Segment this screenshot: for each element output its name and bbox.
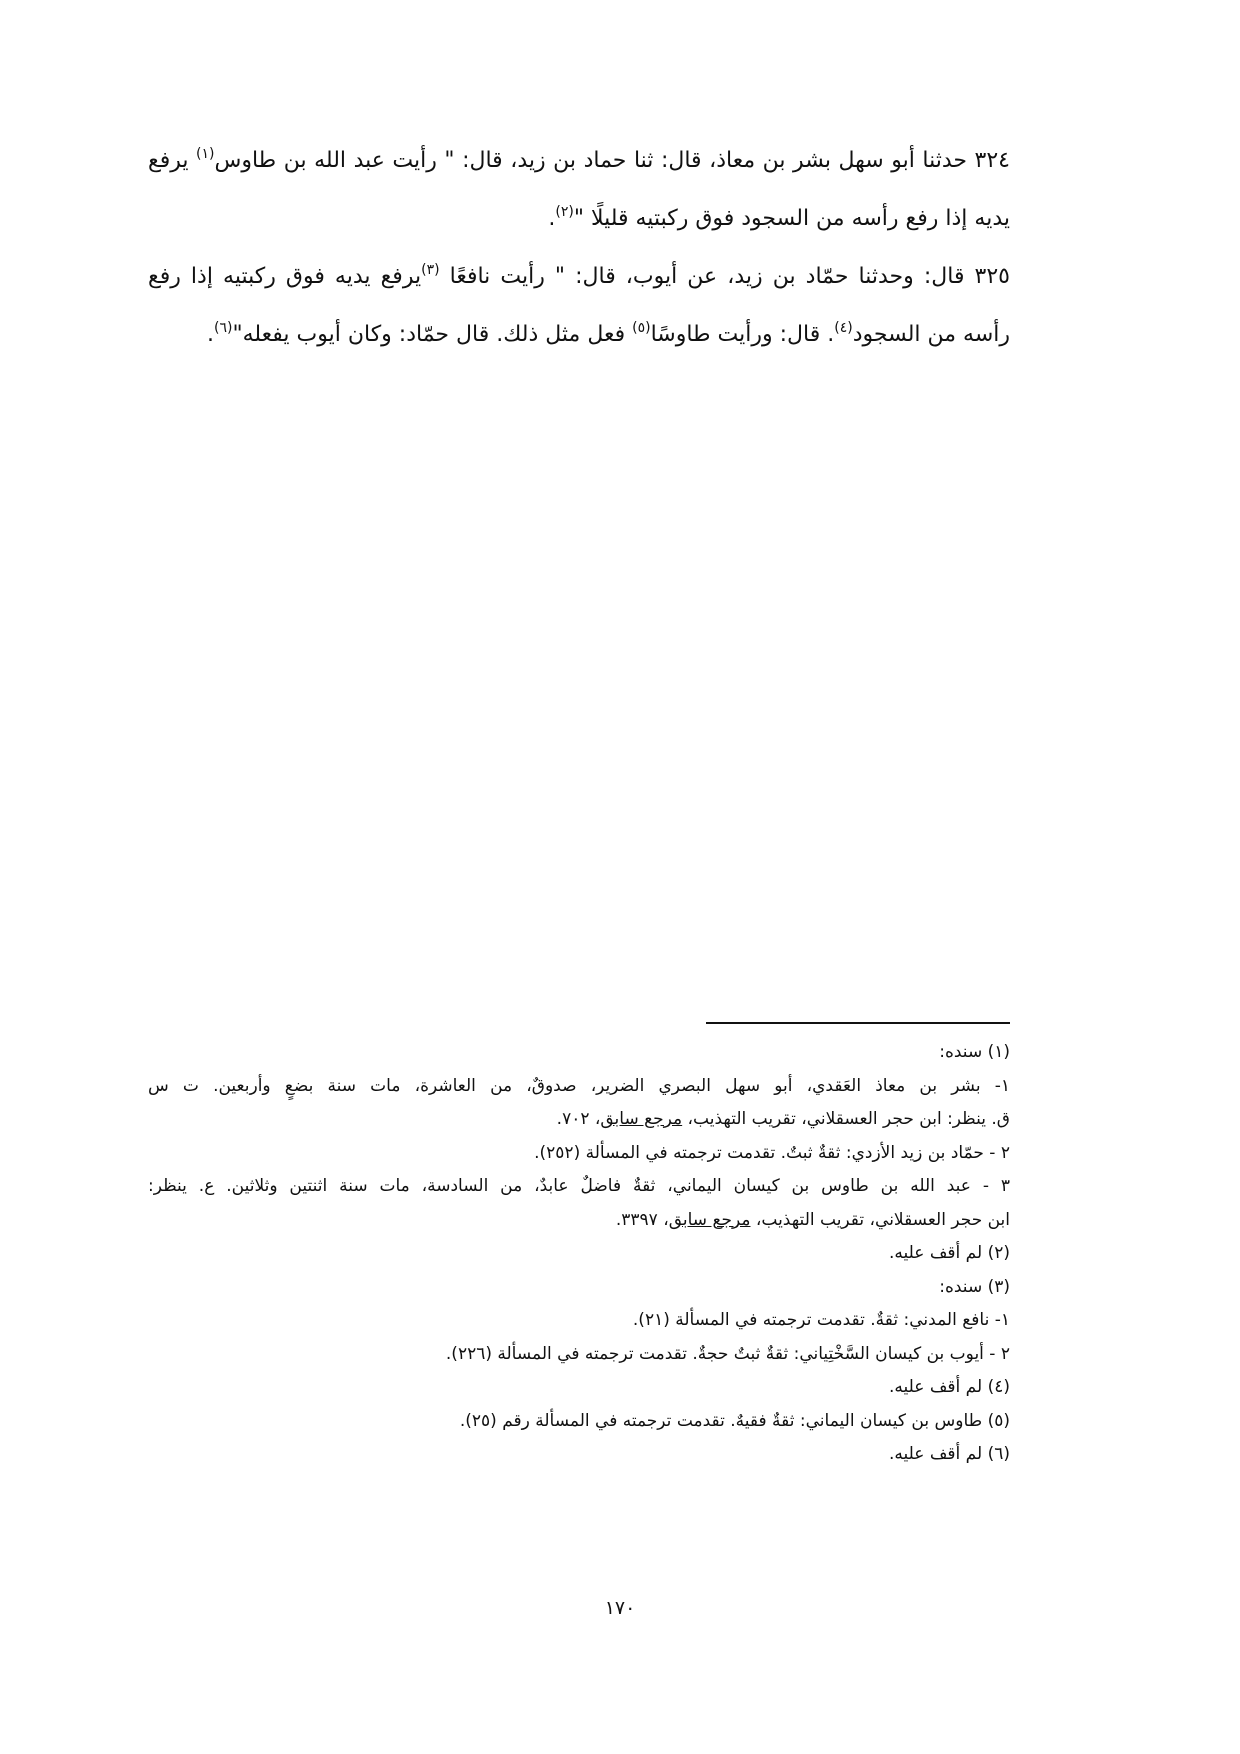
footnote-1-item-3-ref: [148, 1204, 1010, 1238]
paragraph-325-text-e: .: [207, 322, 215, 347]
footnote-ref-4[interactable]: (٤): [834, 320, 853, 336]
paragraph-324-text-c: .: [548, 206, 556, 231]
footnote-5: (٥) طاوس بن كيسان اليماني: ثقةٌ فقيهٌ. تقدمت ترجمته في المسألة رقم (٢٥).: [459, 1410, 1010, 1431]
footnotes-section: [148, 1036, 1010, 1472]
paragraph-325: [148, 248, 1010, 364]
footnote-1-item-1-ref-text: ق. ينظر: ابن حجر العسقلاني، تقريب التهذيب،: [682, 1109, 1010, 1129]
footnote-3-item-1: ١- نافع المدني: ثقةٌ. تقدمت ترجمته في المسألة (٢١).: [632, 1310, 1010, 1330]
footnote-1-item-2: ٢ - حمّاد بن زيد الأزدي: ثقةٌ ثبتٌ. تقدمت ترجمته في المسألة (٢٥٢).: [534, 1142, 1010, 1163]
footnote-ref-5[interactable]: (٥): [632, 320, 651, 336]
footnote-2: (٢) لم أقف عليه.: [889, 1243, 1010, 1263]
footnote-4: (٤) لم أقف عليه.: [889, 1377, 1010, 1397]
footnote-1-heading: (١) سنده:: [939, 1042, 1010, 1062]
footnote-ref-1[interactable]: (١): [196, 146, 215, 162]
paragraph-325-text-a: ٣٢٥ قال: وحدثنا حمّاد بن زيد، عن أيوب، قال: " رأيت نافعًا: [439, 264, 1010, 289]
footnote-ref-6[interactable]: (٦): [214, 320, 233, 336]
footnote-1-item-3-ref-tail: ، ٣٣٩٧.: [615, 1209, 669, 1230]
footnote-1-item-3-ref-underlined: مرجع سابق: [668, 1209, 751, 1230]
footnote-3-heading: (٣) سنده:: [939, 1276, 1010, 1297]
paragraph-324: [148, 132, 1010, 248]
footnote-ref-3[interactable]: (٣): [421, 262, 440, 278]
footnote-6: (٦) لم أقف عليه.: [889, 1444, 1010, 1464]
paragraph-324-text-b: يرفع يديه إذا رفع رأسه من السجود فوق ركبتيه قليلًا ": [148, 148, 1010, 231]
footnote-1-item-1-ref: [148, 1103, 1010, 1137]
footnote-1-item-1-ref-tail: ، ٧٠٢.: [556, 1109, 601, 1129]
footnote-1-item-3: ٣ - عبد الله بن طاوس بن كيسان اليماني، ثقةٌ فاضلٌ عابدٌ، من السادسة، مات سنة اثنتين وثلاثين. ع. ينظر:: [148, 1176, 1010, 1196]
paragraph-324-text-a: ٣٢٤ حدثنا أبو سهل بشر بن معاذ، قال: ثنا حماد بن زيد، قال: " رأيت عبد الله بن طاوس: [214, 148, 1010, 173]
paragraph-325-text-c: . قال: ورأيت طاوسًا: [650, 322, 835, 347]
paragraph-325-text-b: يرفع يديه فوق ركبتيه إذا رفع رأسه من السجود: [148, 264, 1010, 347]
footnote-1-item-3-ref-text: ابن حجر العسقلاني، تقريب التهذيب،: [750, 1209, 1010, 1230]
main-text: [148, 132, 1010, 364]
footnote-3-item-2: ٢ - أيوب بن كيسان السَّخْتِياني: ثقةٌ ثبتٌ حجةٌ. تقدمت ترجمته في المسألة (٢٢٦).: [445, 1343, 1010, 1364]
page-number: ١٧٠: [604, 1597, 636, 1619]
paragraph-325-text-d: فعل مثل ذلك. قال حمّاد: وكان أيوب يفعله": [232, 322, 633, 347]
footnote-1-item-1-ref-underlined: مرجع سابق: [600, 1109, 683, 1129]
footnote-1-item-1: ١- بشر بن معاذ العَقدي، أبو سهل البصري الضرير، صدوقٌ، من العاشرة، مات سنة بضعٍ وأربعين. ت س: [148, 1075, 1010, 1096]
footnote-ref-2[interactable]: (٢): [555, 204, 574, 220]
footnote-separator: [706, 1022, 1010, 1024]
